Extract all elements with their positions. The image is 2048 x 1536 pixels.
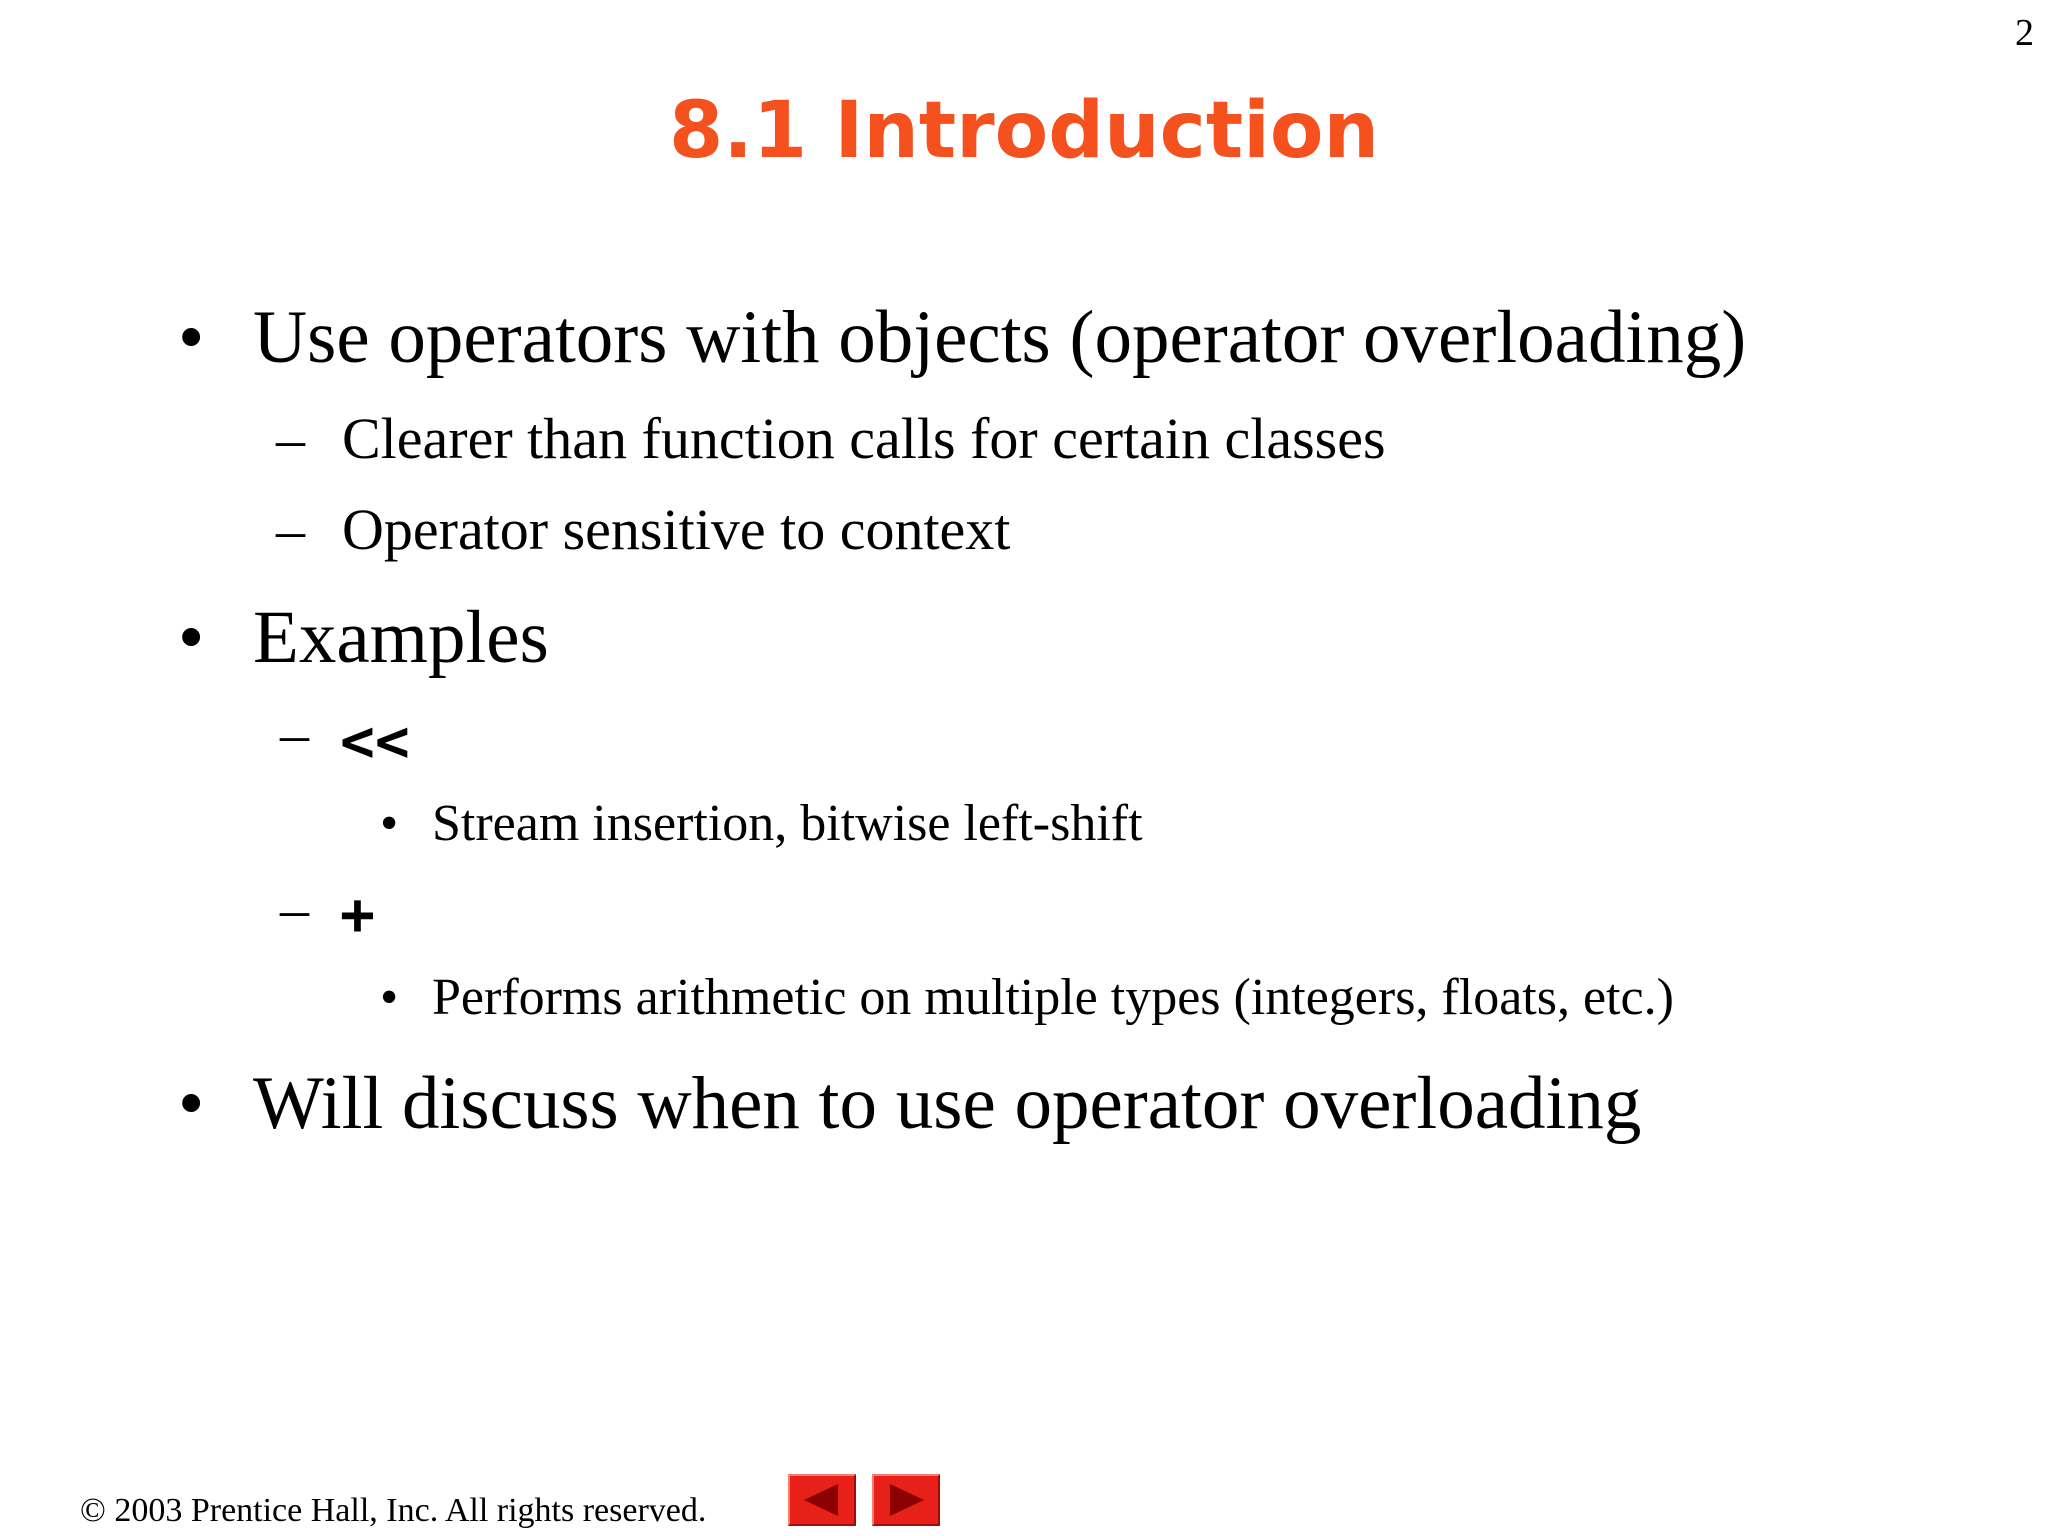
copyright-footer — [80, 1494, 706, 1528]
previous-slide-button[interactable] — [788, 1474, 856, 1526]
sub-bullet-text: Operator sensitive to context — [342, 497, 1011, 562]
right-triangle-icon — [874, 1476, 938, 1524]
bullet-text: Examples — [253, 596, 549, 679]
bullet-marker: • — [178, 596, 205, 679]
left-triangle-icon — [790, 1476, 854, 1524]
slide-title: 8.1 Introduction — [669, 86, 1379, 176]
copyright-symbol: © — [80, 1492, 106, 1529]
sub-bullet-marker: – — [280, 876, 309, 941]
bullet-text: Will discuss when to use operator overloading — [253, 1062, 1642, 1145]
code-operator: << — [340, 707, 410, 775]
detail-bullet-text: Performs arithmetic on multiple types (integers, floats, etc.) — [432, 969, 1674, 1026]
detail-bullet-text: Stream insertion, bitwise left-shift — [432, 795, 1143, 852]
sub-bullet-marker: – — [280, 701, 309, 766]
next-slide-button[interactable] — [872, 1474, 940, 1526]
sub-bullet-text: Clearer than function calls for certain classes — [342, 406, 1386, 471]
detail-bullet-marker: • — [380, 969, 399, 1026]
bullet-text: Use operators with objects (operator overloading) — [253, 296, 1747, 379]
code-operator: + — [340, 880, 375, 948]
detail-bullet-marker: • — [380, 795, 399, 852]
copyright-text: 2003 Prentice Hall, Inc. All rights reserved. — [114, 1492, 707, 1529]
page-number: 2 — [2015, 12, 2034, 54]
bullet-marker: • — [178, 1062, 205, 1145]
sub-bullet-marker: – — [276, 406, 305, 471]
sub-bullet-marker: – — [276, 497, 305, 562]
bullet-marker: • — [178, 296, 205, 379]
